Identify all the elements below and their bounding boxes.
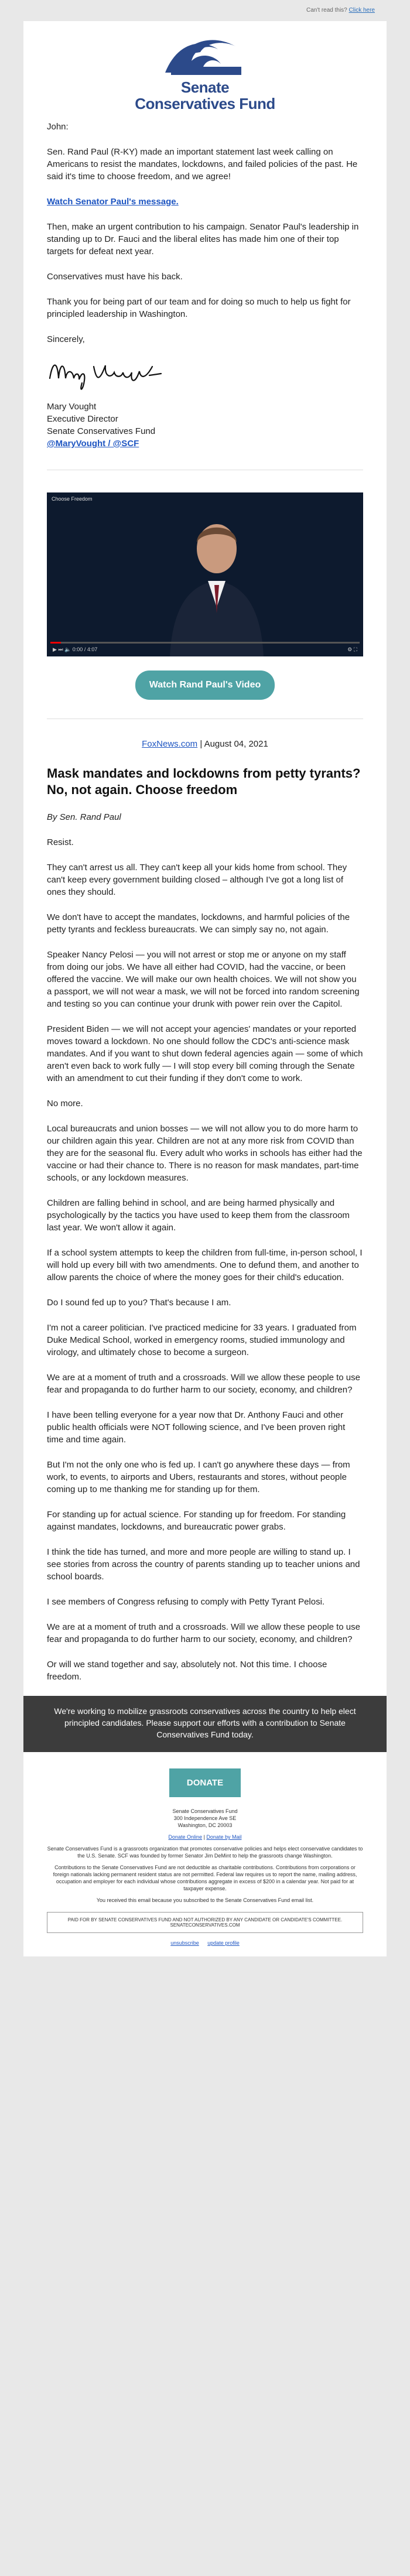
article-paragraph: Local bureaucrats and union bosses — we will not allow you to do more harm to our children again this year. Children are not at any more risk from COVID than they are for the seasonal flu. Every adult who works in schools has either had the vaccine or had their chance to. There is no reason for mask mandates, part-time schools, or any lockdown measures. — [47, 1124, 363, 1183]
article-headline: Mask mandates and lockdowns from petty tyrants? No, not again. Choose freedom — [47, 766, 361, 797]
article-paragraph: But I'm not the only one who is fed up. I can't go anywhere these days — from work, to events, to airports and Ubers, restaurants and stores, without people coming up to me thanking me for standing up for them. — [47, 1460, 350, 1494]
donate-by-mail-link[interactable]: Donate by Mail — [206, 1834, 242, 1840]
letter-paragraph: Conservatives must have his back. — [47, 272, 183, 282]
footer-address-2: Washington, DC 20003 — [177, 1822, 233, 1828]
footer-legal: Contributions to the Senate Conservatives Fund are not deductible as charitable contributions. Contributions from corporations or foreign nationals lacking permanent resident status are not permitted. Federal law requires us to report the name, mailing address, occupation and employer for each individual whose contributions aggregate in excess of $200 in a calendar year. Not paid for at taxpayer expense. — [53, 1865, 357, 1891]
video-thumbnail[interactable] — [47, 492, 363, 656]
bottom-links — [23, 1933, 387, 1956]
article-dateline — [23, 739, 387, 749]
view-online-bar — [0, 0, 410, 21]
paid-for-by-box: PAID FOR BY SENATE CONSERVATIVES FUND AND NOT AUTHORIZED BY ANY CANDIDATE OR CANDIDATE'S COMMITTEE. SENATECONSERVATIVES.COM — [47, 1912, 363, 1933]
video-time: 0:00 / 4:07 — [72, 646, 98, 652]
footer-address-1: 300 Independence Ave SE — [173, 1815, 237, 1821]
article-paragraph: I have been telling everyone for a year now that Dr. Anthony Fauci and other public health officials were NOT following science, and I've been proven right time and time again. — [47, 1410, 346, 1445]
signature-image — [47, 349, 363, 398]
social-handles-link[interactable]: @MaryVought / @SCF — [47, 439, 139, 449]
scf-logo — [23, 21, 387, 121]
signer-title: Executive Director — [47, 414, 118, 424]
letter-body — [23, 121, 387, 450]
donate-online-link[interactable]: Donate Online — [168, 1834, 203, 1840]
article-paragraph: No more. — [47, 1099, 83, 1109]
footer-org: Senate Conservatives Fund — [172, 1808, 238, 1814]
article-paragraph: I'm not a career politician. I've practiced medicine for 33 years. I graduated from Duke Medical School, worked in emergency rooms, studied immunology and virology, and ultimately chose to become a surgeon. — [47, 1323, 357, 1357]
article-paragraph: President Biden — we will not accept your agencies' mandates or your reported moves toward a lockdown. No one should follow the CDC's anti-science mask mandates. And if you want to shut down federal agencies again — some of which aren't even back to work fully — I will stop every bill coming through the Senate with an amendment to cut their funding if they don't come to work. — [47, 1024, 363, 1083]
next-icon[interactable]: ⏭ — [58, 646, 63, 652]
article-paragraph: We don't have to accept the mandates, lockdowns, and harmful policies of the petty tyrants and feckless bureaucrats. We can simply say no, not again. — [47, 912, 350, 935]
article-paragraph: For standing up for actual science. For standing up for freedom. For standing against mandates, lockdowns, and bureaucratic power grabs. — [47, 1510, 346, 1532]
video-right-controls[interactable] — [347, 646, 357, 653]
letter-paragraph: Then, make an urgent contribution to his campaign. Senator Paul's leadership in standing up to Dr. Fauci and the liberal elites has made him one of their top targets for defeat next year. — [47, 222, 359, 256]
letter-paragraph: Sen. Rand Paul (R-KY) made an important statement last week calling on Americans to resist the mandates, lockdowns, and failed policies of the past. He said it's time to choose freedom, and we agree! — [47, 147, 358, 182]
article-paragraph: Speaker Nancy Pelosi — you will not arrest or stop me or anyone on my staff from doing our jobs. We have all either had COVID, had the vaccine, or been offered the vaccine. We will make our own health choices. We will not show you a passport, we will not wear a mask, we will not be forced into random screening and testing so you can continue your drunk with power rein over the Capitol. — [47, 950, 360, 1009]
video-title: Choose Freedom — [52, 496, 93, 502]
donate-button[interactable]: DONATE — [169, 1768, 241, 1797]
view-online-link[interactable]: Click here — [348, 7, 375, 13]
footer — [23, 1797, 387, 1904]
article-paragraph: We are at a moment of truth and a crossroads. Will we allow these people to use fear and propaganda to do further harm to our society, economy, and children? — [47, 1373, 360, 1395]
article-paragraph: Resist. — [47, 837, 74, 847]
closing: Sincerely, — [47, 334, 85, 344]
greeting: John: — [47, 122, 69, 132]
cta-box — [23, 1696, 387, 1752]
settings-icon[interactable]: ⚙ — [347, 646, 353, 652]
signer-org: Senate Conservatives Fund — [47, 426, 156, 436]
article-paragraph: I see members of Congress refusing to comply with Petty Tyrant Pelosi. — [47, 1597, 325, 1607]
signer-name: Mary Vought — [47, 402, 97, 412]
watch-video-button[interactable]: Watch Rand Paul's Video — [135, 670, 275, 700]
logo-line-2: Conservatives Fund — [135, 95, 275, 112]
article-paragraph: Children are falling behind in school, and are being harmed physically and psychologically by the tactics you have used to keep them from the classroom last year. We won't allow it again. — [47, 1198, 350, 1233]
source-link[interactable]: FoxNews.com — [142, 739, 198, 749]
view-online-text: Can't read this? — [306, 7, 349, 13]
email-card — [23, 21, 387, 1956]
speaker-figure — [158, 508, 275, 656]
footer-about: Senate Conservatives Fund is a grassroots organization that promotes conservative policies and helps elect conservative candidates to the U.S. Senate. SCF was founded by former Senator Jim DeMint to help the grassroots change Washington. — [47, 1846, 363, 1859]
signature-block — [47, 401, 363, 450]
article-paragraph: I think the tide has turned, and more and more people are willing to stand up. I see stories from across the country of parents standing up to teacher unions and school boards. — [47, 1547, 360, 1582]
article-paragraph: Or will we stand together and say, absolutely not. Not this time. I choose freedom. — [47, 1660, 327, 1682]
article-paragraph: We are at a moment of truth and a crossroads. Will we allow these people to use fear and propaganda to do further harm to our society, economy, and children? — [47, 1622, 360, 1644]
article-paragraph: If a school system attempts to keep the children from full-time, in-person school, I will hold up every bill with two amendments. One to defund them, and another to allow parents the choice of where the money goes for their child's education. — [47, 1248, 363, 1282]
link-separator: | — [202, 1834, 207, 1840]
article-paragraphs — [47, 836, 363, 1683]
article — [23, 765, 387, 1683]
volume-icon[interactable]: 🔈 — [64, 646, 71, 652]
update-profile-link[interactable]: update profile — [207, 1940, 240, 1946]
footer-received: You received this email because you subscribed to the Senate Conservatives Fund email list. — [96, 1897, 314, 1903]
article-date: | August 04, 2021 — [197, 739, 268, 749]
play-icon[interactable]: ▶ — [53, 646, 57, 652]
logo-line-1: Senate — [180, 78, 230, 96]
wave-emblem-icon — [159, 32, 247, 78]
cta-text: We're working to mobilize grassroots conservatives across the country to help elect principled candidates. Please support our efforts with a contribution to Senate Conservatives Fund today. — [54, 1706, 356, 1739]
letter-paragraph: Thank you for being part of our team and for doing so much to help us fight for principled leadership in Washington. — [47, 297, 351, 319]
unsubscribe-link[interactable]: unsubscribe — [170, 1940, 199, 1946]
video-controls[interactable] — [53, 646, 97, 653]
fullscreen-icon[interactable]: ⛶ — [353, 646, 357, 652]
video-progress-bar[interactable] — [50, 642, 360, 644]
article-paragraph: Do I sound fed up to you? That's because I am. — [47, 1298, 231, 1308]
article-paragraph: They can't arrest us all. They can't keep all your kids home from school. They can't keep every government building closed – although I've got a long list of ones they should. — [47, 863, 347, 897]
watch-message-link[interactable]: Watch Senator Paul's message. — [47, 197, 179, 207]
article-byline: By Sen. Rand Paul — [47, 812, 121, 822]
